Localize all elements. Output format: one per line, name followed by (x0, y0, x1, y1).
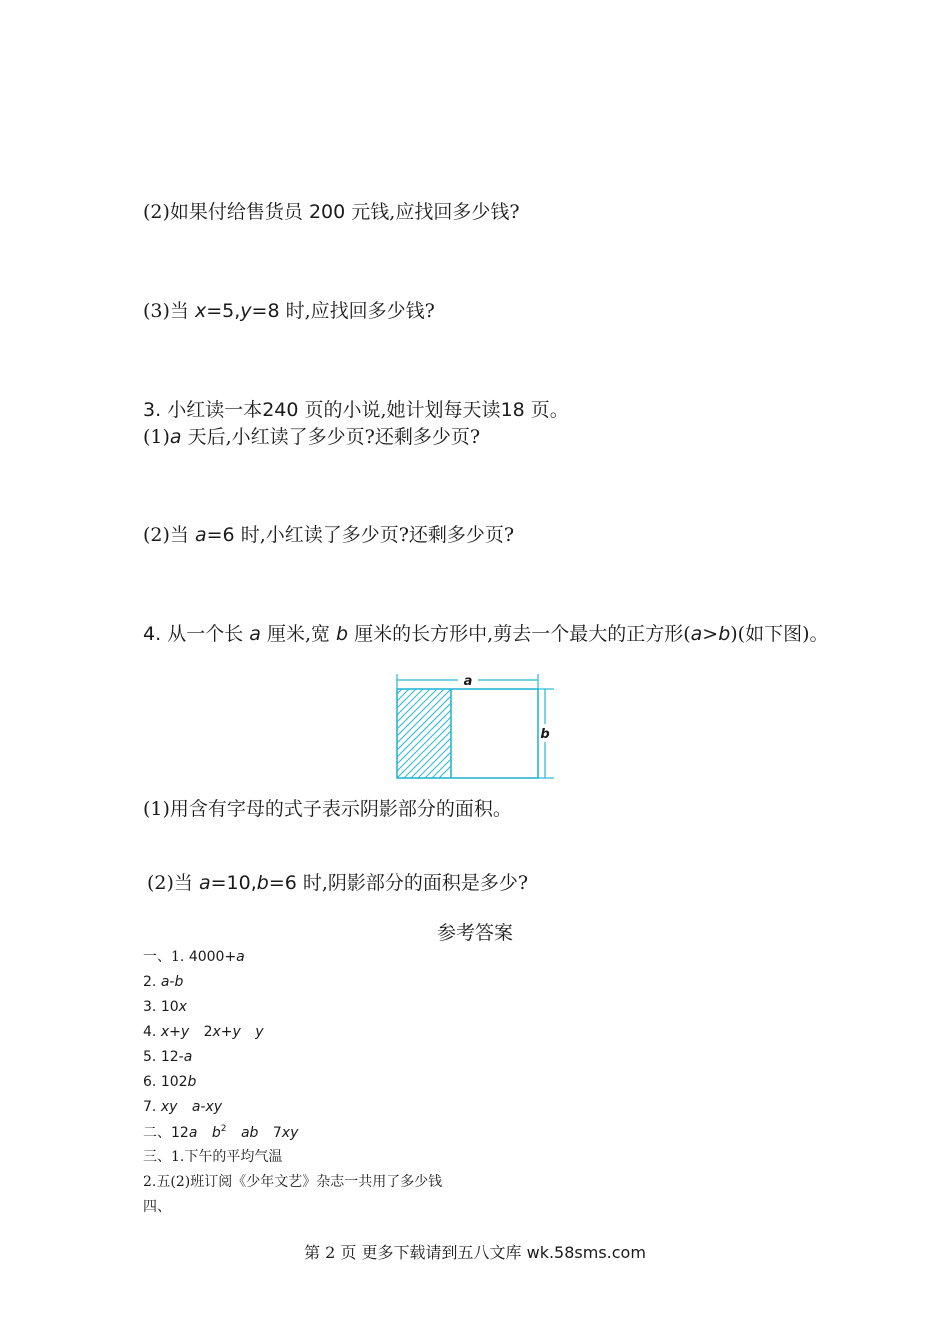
q2-part3-suffix: 时,应找回多少钱? (285, 300, 435, 322)
figure-label-a: a (463, 674, 473, 689)
answer-4: 四、 (143, 1199, 171, 1215)
answer-3-1: 三、1.下午的平均气温 (143, 1149, 283, 1165)
q2-part3-x: x (194, 300, 207, 322)
q4-var-a: a (249, 623, 261, 645)
answer-2-var2: b (211, 1125, 221, 1141)
q3-part1 (143, 428, 480, 447)
answer-2-num: 12 (171, 1125, 189, 1141)
q3-part1-var: a (169, 426, 182, 448)
answer-1-5-num: 12- (160, 1049, 184, 1065)
answer-1-5 (143, 1050, 192, 1064)
q3-part2-prefix: (2)当 (143, 524, 189, 546)
q2-part3 (143, 302, 435, 321)
q4-part2-b-eq: =6 (268, 872, 297, 894)
footer-text: 第 2 页 更多下载请到五八文库 (304, 1243, 522, 1262)
answer-1-5-prefix: 5. (143, 1049, 157, 1065)
q4-number: 4. (143, 623, 162, 645)
q4-part2-a: a (198, 872, 211, 894)
answer-1-7-prefix: 7. (143, 1099, 157, 1115)
q3-part2 (143, 526, 514, 545)
answer-1-3-num: 10 (160, 999, 179, 1015)
q3-part2-eq: =6 (206, 524, 235, 546)
q3-part2-text: 时,小红读了多少页?还剩多少页? (240, 524, 515, 546)
q4-stem-a: 从一个长 (167, 623, 244, 645)
q2-part3-prefix: (3)当 (143, 300, 189, 322)
q3-stem-b: 页的小说,她计划每天读 (304, 399, 501, 421)
q2-part2-suffix: 元钱,应找回多少钱? (351, 201, 520, 223)
answer-1-2-prefix: 2. (143, 974, 157, 990)
q4-part2-b: b (256, 872, 269, 894)
answer-1-4-prefix: 4. (143, 1024, 157, 1040)
q3-stem (143, 401, 569, 420)
q3-part2-var: a (194, 524, 207, 546)
answer-1-5-var: a (183, 1049, 193, 1065)
answer-1-2 (143, 975, 183, 989)
q3-part1-prefix: (1) (143, 426, 170, 448)
answer-1-4-expr3: y (255, 1024, 264, 1040)
q2-part3-x-eq: =5, (206, 300, 241, 322)
answer-1-3 (143, 1000, 187, 1014)
answer-2 (143, 1125, 298, 1140)
q4-part2-a-eq: =10, (210, 872, 257, 894)
answer-2-expr4: xy (281, 1125, 299, 1141)
figure-label-b: b (540, 727, 550, 742)
q3-part1-text: 天后,小红读了多少页?还剩多少页? (187, 426, 481, 448)
q4-part2-prefix: (2)当 (147, 872, 193, 894)
answer-2-var: a (188, 1125, 198, 1141)
answer-1-1-num: 4000+ (188, 949, 237, 965)
answer-1-3-prefix: 3. (143, 999, 157, 1015)
q4-cond-b: b (718, 623, 731, 645)
answer-1-2-expr: a-b (160, 974, 184, 990)
q2-part2-prefix: (2)如果付给售货员 (143, 201, 303, 223)
answer-1-1-var: a (236, 949, 245, 965)
q4-cond-a: a (690, 623, 703, 645)
answer-1-3-var: x (178, 999, 187, 1015)
q4-stem-b: 厘米,宽 (266, 623, 330, 645)
q4-stem-d: )(如下图)。 (730, 623, 829, 645)
answer-1-1-prefix: 一、1. (143, 949, 185, 965)
q4-cond-op: > (702, 623, 719, 645)
q4-var-b: b (336, 623, 349, 645)
footer-site-link[interactable]: wk.58sms.com (526, 1243, 646, 1262)
q4-stem-c: 厘米的长方形中,剪去一个最大的正方形( (354, 623, 691, 645)
answer-1-6 (143, 1075, 196, 1089)
q3-number: 3. (143, 399, 162, 421)
q3-per-day: 18 (500, 399, 525, 421)
rectangle-figure (390, 670, 560, 785)
q2-part2 (143, 203, 520, 222)
answer-1-7-expr2: a-xy (191, 1099, 223, 1115)
q2-part3-y-eq: =8 (251, 300, 280, 322)
answer-1-7-expr1: xy (160, 1099, 178, 1115)
answer-2-expr3: ab (240, 1125, 259, 1141)
answer-1-7 (143, 1100, 222, 1114)
page-footer (0, 1245, 950, 1261)
answer-3-2: 2.五(2)班订阅《少年文艺》杂志一共用了多少钱 (143, 1174, 443, 1190)
answer-1-6-var: b (187, 1074, 197, 1090)
answer-2-sup: 2 (220, 1124, 227, 1134)
q4-part2 (147, 874, 528, 893)
q3-stem-a: 小红读一本 (167, 399, 263, 421)
answer-1-6-num: 102 (160, 1074, 188, 1090)
answer-1-4 (143, 1025, 264, 1039)
q2-part3-y: y (240, 300, 252, 322)
q3-pages: 240 (262, 399, 299, 421)
q4-part1: (1)用含有字母的式子表示阴影部分的面积。 (143, 798, 512, 820)
q4-stem (143, 625, 829, 644)
q3-stem-c: 页。 (530, 399, 569, 421)
answer-2-prefix: 二、 (143, 1125, 171, 1141)
q4-part2-suffix: 时,阴影部分的面积是多少? (302, 872, 529, 894)
answer-1-4-expr1: x+y (160, 1024, 190, 1040)
q2-part2-amount: 200 (308, 201, 346, 223)
answer-2-num4: 7 (272, 1125, 282, 1141)
answers-title: 参考答案 (436, 922, 513, 944)
answer-1-4-expr2: x+y (212, 1024, 241, 1040)
answer-1-4-expr2-num: 2 (203, 1024, 213, 1040)
answer-1-6-prefix: 6. (143, 1074, 157, 1090)
outer-rectangle (397, 689, 538, 778)
answer-1-1 (143, 950, 245, 964)
shaded-region (397, 689, 528, 785)
